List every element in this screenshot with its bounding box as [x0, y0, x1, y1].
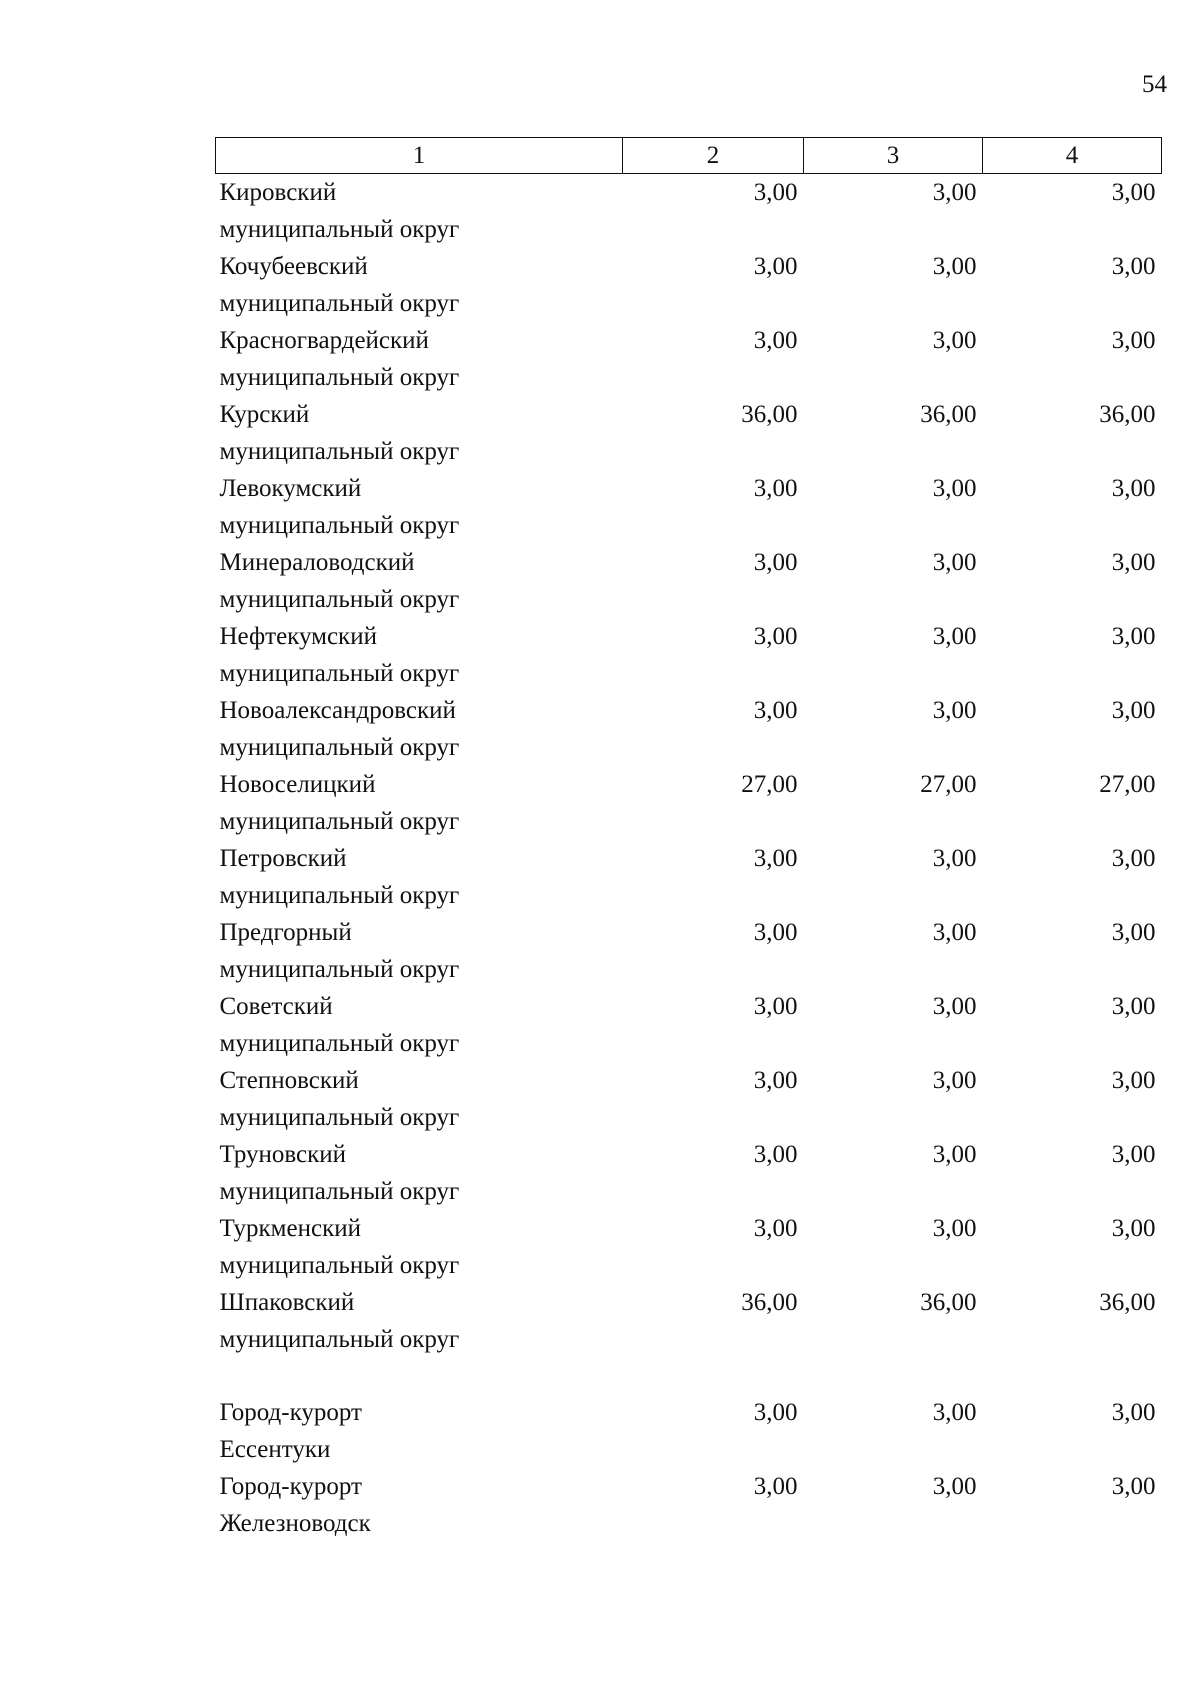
row-value-col-2: 3,00	[753, 697, 798, 724]
row-name-cell	[216, 248, 623, 322]
row-name-line-2: Железноводск	[219, 1510, 371, 1537]
row-name-line-2: муниципальный округ	[219, 1252, 460, 1279]
row-name-line-1: Труновский	[219, 1141, 347, 1168]
row-name-line-2: муниципальный округ	[219, 216, 460, 243]
row-value-col-2: 3,00	[753, 179, 798, 206]
row-name-line-2: муниципальный округ	[219, 808, 460, 835]
row-value-col-3: 3,00	[932, 1215, 977, 1242]
row-name-line-1: Город-курорт	[219, 1473, 362, 1500]
header-col-2: 2	[623, 138, 804, 174]
row-name-cell	[216, 396, 623, 470]
table-row	[216, 1062, 1162, 1136]
table-row	[216, 1394, 1162, 1468]
row-name-line-1: Город-курорт	[219, 1399, 362, 1426]
row-name-cell	[216, 618, 623, 692]
data-table	[215, 137, 1162, 1542]
row-value-col-4: 3,00	[1111, 1399, 1156, 1426]
table-row	[216, 248, 1162, 322]
row-value-col-4: 3,00	[1111, 475, 1156, 502]
row-value-col-2: 3,00	[753, 1473, 798, 1500]
row-value-col-3: 3,00	[932, 1399, 977, 1426]
row-name-cell	[216, 692, 623, 766]
row-name-line-2: муниципальный округ	[219, 1104, 460, 1131]
row-name-line-1: Минераловодский	[219, 549, 415, 576]
table-row	[216, 692, 1162, 766]
row-name-cell	[216, 544, 623, 618]
row-name-line-2: муниципальный округ	[219, 956, 460, 983]
header-col-1: 1	[216, 138, 623, 174]
row-value-col-2: 3,00	[753, 845, 798, 872]
row-value-col-2: 3,00	[753, 1215, 798, 1242]
row-value-col-4: 3,00	[1111, 1215, 1156, 1242]
row-value-col-3: 3,00	[932, 327, 977, 354]
row-value-col-4: 3,00	[1111, 549, 1156, 576]
row-value-col-2: 3,00	[753, 1399, 798, 1426]
row-name-cell	[216, 1062, 623, 1136]
row-value-col-4: 3,00	[1111, 1473, 1156, 1500]
table-row	[216, 840, 1162, 914]
row-value-col-3: 3,00	[932, 549, 977, 576]
header-row	[216, 138, 1162, 174]
row-value-col-3: 3,00	[932, 179, 977, 206]
row-value-col-3: 36,00	[920, 401, 977, 428]
row-value-col-4: 3,00	[1111, 845, 1156, 872]
row-value-col-4: 3,00	[1111, 179, 1156, 206]
row-value-col-4: 3,00	[1111, 697, 1156, 724]
table-row	[216, 544, 1162, 618]
row-name-line-1: Предгорный	[219, 919, 352, 946]
row-name-line-1: Туркменский	[219, 1215, 361, 1242]
row-name-line-2: муниципальный округ	[219, 512, 460, 539]
row-name-line-2: муниципальный округ	[219, 882, 460, 909]
row-value-col-3: 3,00	[932, 253, 977, 280]
table-row	[216, 618, 1162, 692]
row-name-line-2: Ессентуки	[219, 1436, 331, 1463]
row-value-col-4: 3,00	[1111, 1067, 1156, 1094]
row-value-col-4: 27,00	[1099, 771, 1156, 798]
row-value-col-3: 3,00	[932, 623, 977, 650]
row-name-line-1: Степновский	[219, 1067, 359, 1094]
table-row	[216, 470, 1162, 544]
row-value-col-2: 3,00	[753, 993, 798, 1020]
row-name-cell	[216, 840, 623, 914]
table-row	[216, 396, 1162, 470]
table-row	[216, 1136, 1162, 1210]
row-name-cell	[216, 914, 623, 988]
row-name-cell	[216, 988, 623, 1062]
group-spacer	[216, 1358, 1162, 1394]
row-name-line-2: муниципальный округ	[219, 438, 460, 465]
row-name-line-1: Новоселицкий	[219, 771, 376, 798]
row-name-cell	[216, 1136, 623, 1210]
row-name-cell	[216, 1468, 623, 1542]
row-name-cell	[216, 174, 623, 249]
row-name-cell	[216, 766, 623, 840]
row-name-cell	[216, 1284, 623, 1358]
row-name-cell	[216, 470, 623, 544]
row-name-line-1: Кочубеевский	[219, 253, 368, 280]
row-value-col-4: 36,00	[1099, 1289, 1156, 1316]
row-value-col-2: 3,00	[753, 327, 798, 354]
row-name-line-2: муниципальный округ	[219, 364, 460, 391]
row-value-col-4: 36,00	[1099, 401, 1156, 428]
row-value-col-4: 3,00	[1111, 993, 1156, 1020]
row-value-col-3: 3,00	[932, 993, 977, 1020]
row-value-col-3: 36,00	[920, 1289, 977, 1316]
row-name-line-1: Левокумский	[219, 475, 362, 502]
row-value-col-2: 3,00	[753, 549, 798, 576]
row-name-line-1: Нефтекумский	[219, 623, 377, 650]
table-row	[216, 1468, 1162, 1542]
row-value-col-4: 3,00	[1111, 623, 1156, 650]
row-value-col-3: 3,00	[932, 697, 977, 724]
row-value-col-2: 3,00	[753, 919, 798, 946]
row-value-col-3: 3,00	[932, 845, 977, 872]
row-name-line-1: Петровский	[219, 845, 347, 872]
row-value-col-3: 3,00	[932, 919, 977, 946]
row-name-line-1: Шпаковский	[219, 1289, 355, 1316]
table-row	[216, 1210, 1162, 1284]
header-col-4: 4	[983, 138, 1162, 174]
row-name-line-1: Кировский	[219, 179, 337, 206]
row-value-col-3: 3,00	[932, 1141, 977, 1168]
header-col-3: 3	[804, 138, 983, 174]
row-name-line-2: муниципальный округ	[219, 1178, 460, 1205]
row-name-line-2: муниципальный округ	[219, 734, 460, 761]
row-name-line-2: муниципальный округ	[219, 586, 460, 613]
row-value-col-3: 3,00	[932, 475, 977, 502]
row-value-col-3: 3,00	[932, 1067, 977, 1094]
table-row	[216, 1284, 1162, 1358]
row-name-cell	[216, 1394, 623, 1468]
row-name-cell	[216, 322, 623, 396]
row-value-col-2: 3,00	[753, 475, 798, 502]
table-row	[216, 766, 1162, 840]
table-row	[216, 174, 1162, 249]
page-number: 54	[1142, 71, 1167, 98]
row-value-col-2: 36,00	[741, 1289, 798, 1316]
row-name-line-1: Советский	[219, 993, 333, 1020]
row-name-line-2: муниципальный округ	[219, 1030, 460, 1057]
table-row	[216, 322, 1162, 396]
row-name-cell	[216, 1210, 623, 1284]
row-value-col-2: 3,00	[753, 623, 798, 650]
row-value-col-4: 3,00	[1111, 1141, 1156, 1168]
row-name-line-2: муниципальный округ	[219, 660, 460, 687]
row-name-line-1: Красногвардейский	[219, 327, 429, 354]
row-value-col-2: 27,00	[741, 771, 798, 798]
row-value-col-3: 3,00	[932, 1473, 977, 1500]
row-value-col-2: 3,00	[753, 1067, 798, 1094]
table-row	[216, 914, 1162, 988]
row-name-line-2: муниципальный округ	[219, 290, 460, 317]
row-value-col-4: 3,00	[1111, 327, 1156, 354]
table-body	[216, 174, 1162, 1543]
group-spacer-cell	[216, 1358, 1162, 1394]
row-value-col-2: 3,00	[753, 253, 798, 280]
row-value-col-4: 3,00	[1111, 919, 1156, 946]
row-name-line-1: Курский	[219, 401, 310, 428]
table-row	[216, 988, 1162, 1062]
row-value-col-3: 27,00	[920, 771, 977, 798]
row-value-col-4: 3,00	[1111, 253, 1156, 280]
row-name-line-2: муниципальный округ	[219, 1326, 460, 1353]
row-name-line-1: Новоалександровский	[219, 697, 456, 724]
row-value-col-2: 36,00	[741, 401, 798, 428]
row-value-col-2: 3,00	[753, 1141, 798, 1168]
